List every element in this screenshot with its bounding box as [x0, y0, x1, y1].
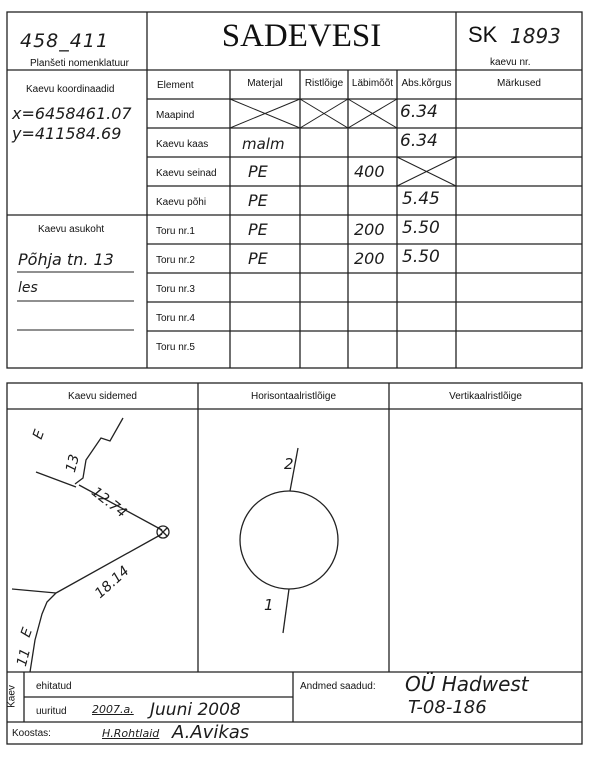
- pipe-1-line: [283, 589, 289, 633]
- row-element: Kaevu põhi: [156, 197, 207, 208]
- pipe-label-2: 2: [284, 455, 294, 473]
- map-sheet-label: Planšeti nomenklatuur: [30, 58, 129, 69]
- ties-sketch: [12, 418, 169, 672]
- building-letter-e2: E: [18, 625, 37, 640]
- distance-1: 12.74: [88, 484, 130, 522]
- well-prefix: SK: [468, 22, 498, 47]
- section-ties: Kaevu sidemed: [68, 391, 137, 402]
- surveyed-print: 2007.a.: [92, 703, 134, 716]
- composed-print: H.Rohtlaid: [102, 727, 160, 740]
- distance-2: 18.14: [92, 563, 133, 602]
- composed-value: A.Avikas: [172, 722, 250, 743]
- row-element: Kaevu kaas: [156, 139, 209, 150]
- row-material: PE: [248, 249, 268, 268]
- well-label: kaevu nr.: [490, 57, 531, 68]
- row-material: malm: [242, 135, 285, 153]
- map-sheet-value: 458_411: [20, 30, 110, 52]
- row-abs: 5.45: [402, 189, 440, 209]
- row-abs: 5.50: [402, 218, 440, 238]
- data-source-line-1: OÜ Hadwest: [405, 672, 529, 696]
- data-source-label: Andmed saadud:: [300, 681, 376, 692]
- coordinate-y: y=411584.69: [12, 124, 122, 143]
- row-element: Maapind: [156, 110, 195, 121]
- section-vertical: Vertikaalristlõige: [449, 391, 522, 402]
- coordinates-label: Kaevu koordinaadid: [26, 84, 115, 95]
- built-label: ehitatud: [36, 681, 72, 692]
- row-toru-3: Toru nr.3: [156, 284, 195, 295]
- row-toru-4: Toru nr.4: [156, 313, 195, 324]
- row-abs: 5.50: [402, 247, 440, 267]
- row-material: PE: [248, 220, 268, 239]
- building-edge: [36, 472, 76, 487]
- row-element: Toru nr.2: [156, 255, 195, 266]
- row-diameter: 400: [354, 162, 385, 181]
- header-abs: Abs.kõrgus: [401, 78, 452, 89]
- row-diameter: 200: [354, 220, 385, 239]
- row-material: PE: [248, 191, 268, 210]
- well-number: 1893: [510, 24, 561, 48]
- page-title: SADEVESI: [221, 18, 382, 54]
- composed-label: Koostas:: [12, 728, 51, 739]
- surveyed-label: uuritud: [36, 706, 67, 717]
- house-number-13: 13: [63, 452, 84, 475]
- building-outline-top: [75, 418, 123, 484]
- location-line-1: Põhja tn. 13: [18, 250, 114, 269]
- well-circle: [240, 491, 338, 589]
- row-toru-5: Toru nr.5: [156, 342, 195, 353]
- header-notes: Märkused: [497, 78, 541, 89]
- row-abs: 6.34: [400, 131, 438, 151]
- building-letter-e1: E: [30, 427, 49, 442]
- row-abs: 6.34: [400, 102, 438, 122]
- footer-side-label: Kaev: [6, 685, 18, 708]
- location-line-2: les: [18, 280, 38, 296]
- data-source-line-2: T-08-186: [408, 697, 487, 718]
- row-element: Kaevu seinad: [156, 168, 217, 179]
- header-element: Element: [157, 80, 194, 91]
- header-material: Materjal: [247, 78, 283, 89]
- header-cross: Ristlõige: [304, 78, 344, 89]
- location-label: Kaevu asukoht: [38, 224, 105, 235]
- horizontal-section-sketch: [240, 448, 338, 633]
- row-element: Toru nr.1: [156, 226, 195, 237]
- header-diameter: Läbimõõt: [351, 78, 394, 89]
- house-number-11: 11: [14, 646, 35, 669]
- row-material: PE: [248, 162, 268, 181]
- building-edge-2: [12, 589, 56, 593]
- coordinate-x: x=6458461.07: [12, 104, 132, 123]
- section-horizontal: Horisontaalristlõige: [250, 391, 337, 402]
- row-diameter: 200: [354, 249, 385, 268]
- pipe-label-1: 1: [264, 596, 274, 614]
- surveyed-value: Juuni 2008: [150, 700, 241, 720]
